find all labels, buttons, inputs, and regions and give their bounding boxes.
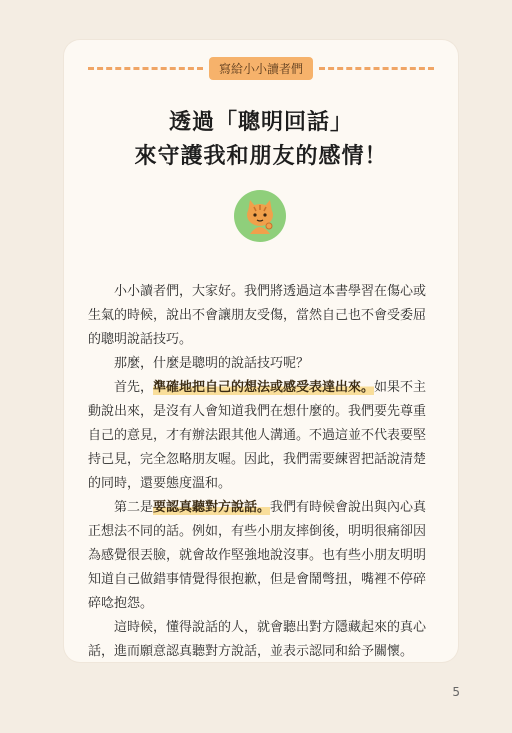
cat-avatar-icon: [234, 190, 286, 242]
title-line-1: 透過「聰明回話」: [168, 110, 353, 135]
paragraph-text: 如果不主動說出來，是沒有人會知道我們在想什麼的。我們要先尊重自己的意見，才有辦法跟其他人溝通。不過這並不代表要堅持己見，完全忽略朋友喔。因此，我們需要練習把話說清楚的同時，還要態度溫和。: [88, 380, 427, 491]
highlighted-phrase: 要認真聽對方說話。: [153, 500, 271, 515]
title-line-2: 來守護我和朋友的感情！: [134, 144, 388, 169]
paragraph-1: [88, 280, 436, 352]
paragraph-text: 那麼，什麼是聰明的說話技巧呢？: [114, 356, 310, 371]
paragraph-4: [88, 496, 436, 616]
paragraph-text: 我們有時候會說出與內心真正想法不同的話。例如，有些小朋友摔倒後，明明很痛卻因為感覺很丟臉，就會故作堅強地說沒事。也有些小朋友明明知道自己做錯事情覺得很抱歉，但是會鬧彆扭，嘴裡不停碎碎唸抱怨。: [88, 500, 427, 611]
header-dash-right: [319, 67, 434, 70]
paragraph-text: 第二是: [114, 500, 154, 515]
header-tab: 寫給小小讀者們: [209, 57, 313, 80]
page-card: [64, 40, 458, 662]
page-number: 5: [452, 685, 460, 699]
paragraph-3: [88, 376, 436, 496]
header-dash-left: [88, 67, 203, 70]
highlighted-phrase: 準確地把自己的想法或感受表達出來。: [153, 380, 375, 395]
paragraph-2: [88, 352, 436, 376]
paragraph-text: 首先，: [114, 380, 154, 395]
body-text: [88, 280, 436, 664]
paragraph-text: 這時候，懂得說話的人，就會聽出對方隱藏起來的真心話，進而願意認真聽對方說話，並表示認同和給予關懷。: [88, 620, 427, 659]
page-title: [64, 106, 458, 174]
section-header: [88, 56, 434, 80]
paragraph-5: [88, 616, 436, 664]
paragraph-text: 小小讀者們，大家好。我們將透過這本書學習在傷心或生氣的時候，說出不會讓朋友受傷，當然自己也不會受委屈的聰明說話技巧。: [88, 284, 427, 347]
